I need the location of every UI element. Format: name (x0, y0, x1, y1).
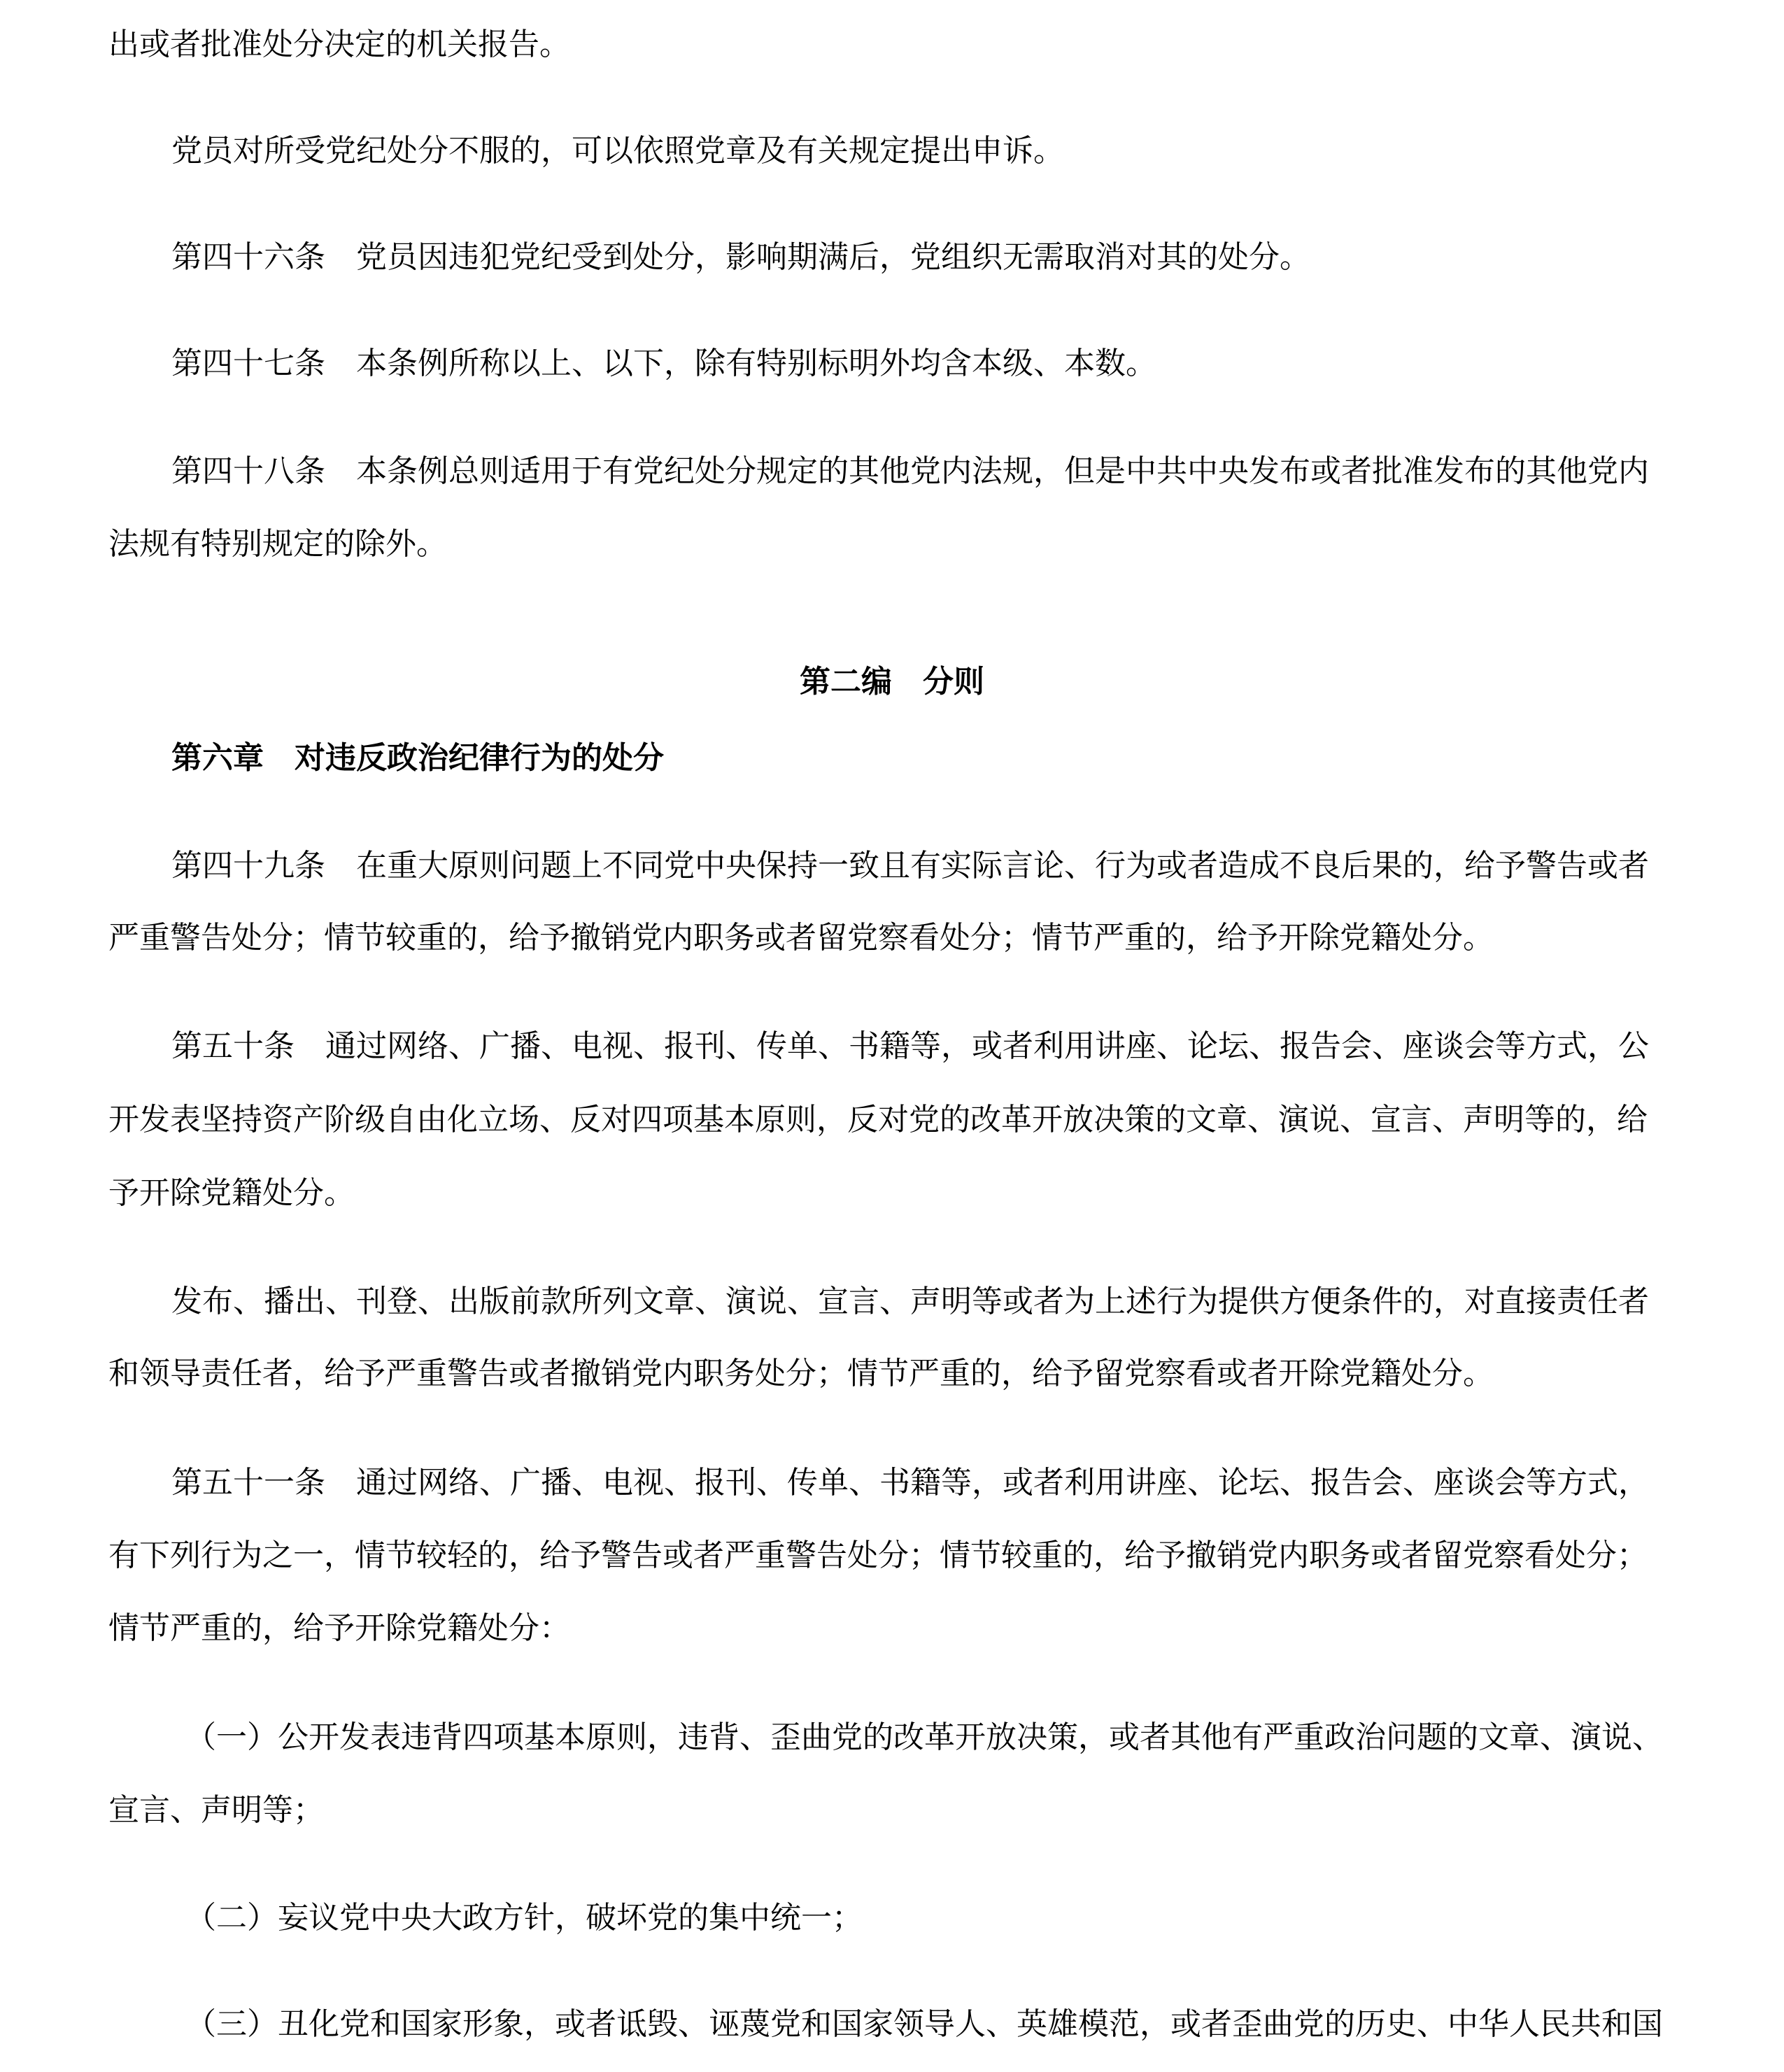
text-line: 出或者批准处分决定的机关报告。 (108, 27, 570, 62)
text-line: 第五十一条 通过网络、广播、电视、报刊、传单、书籍等，或者利用讲座、论坛、报告会、座谈会等方式， (171, 1465, 1649, 1500)
text-line: 宣言、声明等； (108, 1792, 324, 1828)
text-line: 第四十八条 本条例总则适用于有党纪处分规定的其他党内法规，但是中共中央发布或者批准发布的其他党内 (171, 453, 1649, 489)
text-line: 情节严重的，给予开除党籍处分： (108, 1610, 570, 1646)
text-line: 有下列行为之一，情节较轻的，给予警告或者严重警告处分；情节较重的，给予撤销党内职务或者留党察看处分； (108, 1538, 1648, 1573)
list-item: （一）公开发表违背四项基本原则，违背、歪曲党的改革开放决策，或者其他有严重政治问题的文章、演说、 (185, 1719, 1663, 1755)
part-heading: 第二编 分则 (800, 664, 984, 700)
text-line: 开发表坚持资产阶级自由化立场、反对四项基本原则，反对党的改革开放决策的文章、演说、宣言、声明等的，给 (108, 1102, 1648, 1137)
text-line: 第五十条 通过网络、广播、电视、报刊、传单、书籍等，或者利用讲座、论坛、报告会、座谈会等方式，公 (171, 1028, 1649, 1064)
text-line: 严重警告处分；情节较重的，给予撤销党内职务或者留党察看处分；情节严重的，给予开除党籍处分。 (108, 920, 1494, 956)
list-item: （三）丑化党和国家形象，或者诋毁、诬蔑党和国家领导人、英雄模范，或者歪曲党的历史、中华人民共和国 (185, 2006, 1663, 2042)
text-line: 第四十九条 在重大原则问题上不同党中央保持一致且有实际言论、行为或者造成不良后果的，给予警告或者 (171, 848, 1649, 884)
text-line: 和领导责任者，给予严重警告或者撤销党内职务处分；情节严重的，给予留党察看或者开除党籍处分。 (108, 1356, 1494, 1391)
text-line: 第四十六条 党员因违犯党纪受到处分，影响期满后，党组织无需取消对其的处分。 (171, 239, 1310, 275)
text-line: 第四十七条 本条例所称以上、以下，除有特别标明外均含本级、本数。 (171, 346, 1156, 381)
text-line: 予开除党籍处分。 (108, 1175, 355, 1211)
list-item: （二）妄议党中央大政方针，破坏党的集中统一； (185, 1900, 863, 1936)
text-line: 法规有特别规定的除外。 (108, 526, 447, 562)
text-line: 发布、播出、刊登、出版前款所列文章、演说、宣言、声明等或者为上述行为提供方便条件的，对直接责任者 (171, 1284, 1649, 1319)
chapter-heading: 第六章 对违反政治纪律行为的处分 (171, 740, 664, 776)
text-line: 党员对所受党纪处分不服的，可以依照党章及有关规定提出申诉。 (171, 133, 1064, 169)
